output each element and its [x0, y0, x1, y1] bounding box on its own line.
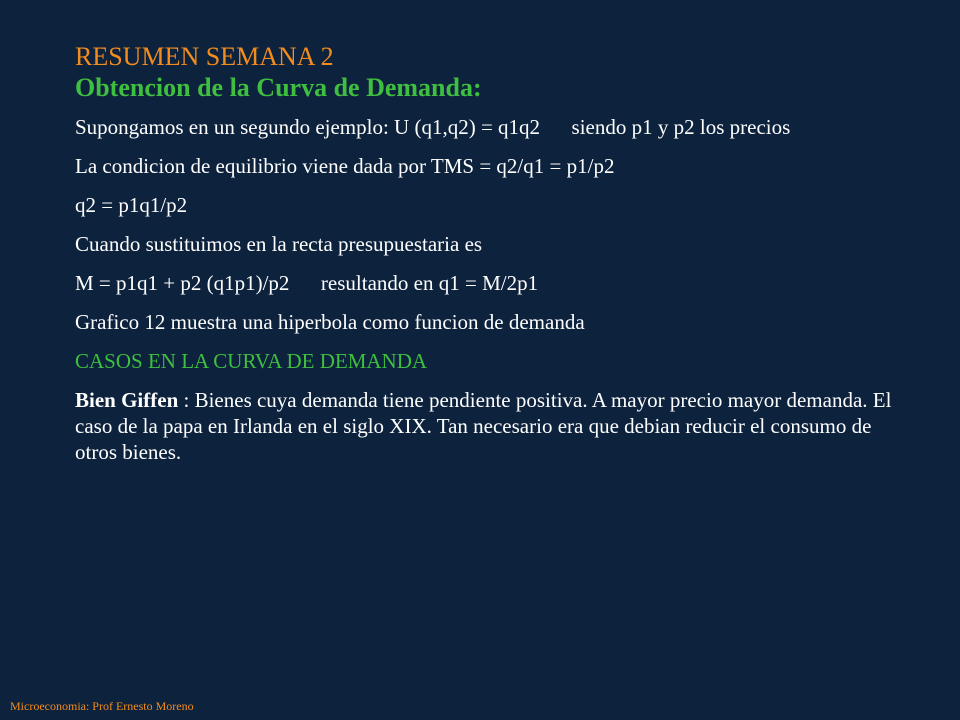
giffen-text: : Bienes cuya demanda tiene pendiente positiva. A mayor precio mayor demanda. El caso de la papa en Irlanda en el siglo XIX. Tan necesario era que debian reducir el consumo de otros bienes.: [75, 388, 897, 464]
slide-content: [75, 42, 895, 478]
paragraph-substitution: Cuando sustituimos en la recta presupuestaria es: [75, 232, 483, 256]
paragraph-giffen: [75, 387, 895, 465]
giffen-term: Bien Giffen: [75, 388, 179, 412]
paragraph-equilibrium-condition: La condicion de equilibrio viene dada por TMS = q2/q1 = p1/p2: [75, 154, 615, 178]
slide-kicker: RESUMEN SEMANA 2: [75, 42, 334, 71]
paragraph-graph-note: Grafico 12 muestra una hiperbola como funcion de demanda: [75, 310, 585, 334]
section-heading: CASOS EN LA CURVA DE DEMANDA: [75, 349, 428, 373]
paragraph-q2-formula: q2 = p1q1/p2: [75, 193, 188, 217]
paragraph-utility-example: Supongamos en un segundo ejemplo: U (q1,q2) = q1q2 siendo p1 y p2 los precios: [75, 115, 791, 139]
slide-title: Obtencion de la Curva de Demanda:: [75, 73, 482, 102]
paragraph-budget-result: M = p1q1 + p2 (q1p1)/p2 resultando en q1 = M/2p1: [75, 271, 539, 295]
footer-credit: Microeconomia: Prof Ernesto Moreno: [10, 699, 194, 713]
